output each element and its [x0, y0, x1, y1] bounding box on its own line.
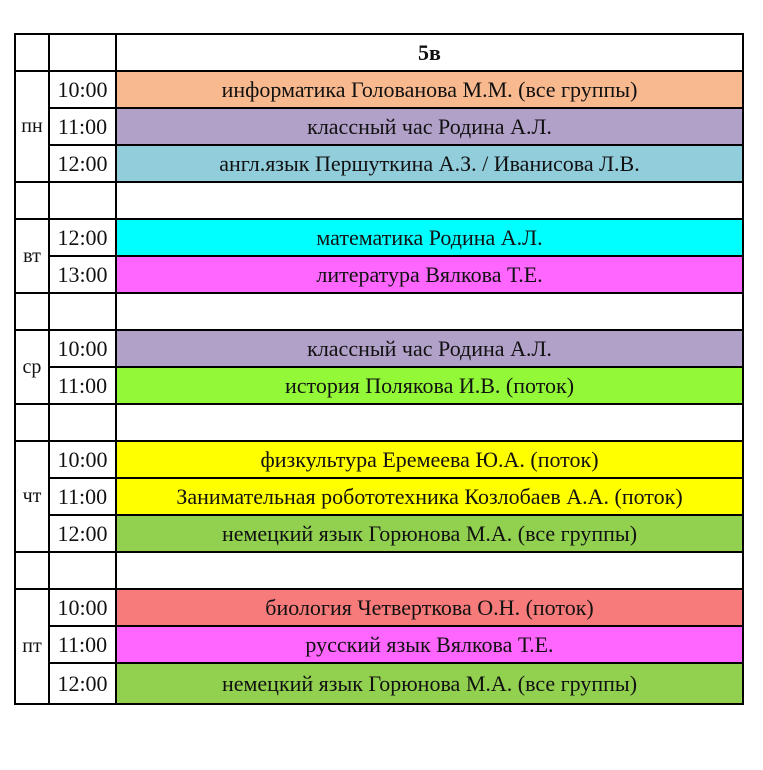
lesson-row	[15, 441, 743, 478]
lesson-subject: история Полякова И.В. (поток)	[116, 367, 743, 404]
empty-cell	[15, 182, 49, 219]
schedule-table	[14, 33, 744, 705]
header-row	[15, 34, 743, 71]
lesson-time: 12:00	[49, 663, 116, 704]
day-separator-row	[15, 552, 743, 589]
lesson-time: 12:00	[49, 515, 116, 552]
lesson-row	[15, 108, 743, 145]
lesson-time: 10:00	[49, 71, 116, 108]
lesson-subject: немецкий язык Горюнова М.А. (все группы)	[116, 663, 743, 704]
lesson-row	[15, 256, 743, 293]
lesson-row	[15, 145, 743, 182]
day-label: чт	[15, 441, 49, 552]
lesson-row	[15, 478, 743, 515]
lesson-subject: классный час Родина А.Л.	[116, 108, 743, 145]
empty-cell	[49, 293, 116, 330]
lesson-time: 13:00	[49, 256, 116, 293]
lesson-subject: классный час Родина А.Л.	[116, 330, 743, 367]
lesson-row	[15, 330, 743, 367]
empty-cell	[49, 182, 116, 219]
empty-cell	[49, 552, 116, 589]
day-separator-row	[15, 404, 743, 441]
lesson-subject: немецкий язык Горюнова М.А. (все группы)	[116, 515, 743, 552]
lesson-time: 11:00	[49, 108, 116, 145]
empty-cell	[49, 404, 116, 441]
header-time-cell	[49, 34, 116, 71]
lesson-subject: биология Четверткова О.Н. (поток)	[116, 589, 743, 626]
lesson-time: 10:00	[49, 441, 116, 478]
lesson-time: 12:00	[49, 145, 116, 182]
lesson-time: 10:00	[49, 330, 116, 367]
lesson-subject: математика Родина А.Л.	[116, 219, 743, 256]
lesson-time: 11:00	[49, 478, 116, 515]
lesson-time: 11:00	[49, 626, 116, 663]
lesson-row	[15, 219, 743, 256]
lesson-time: 10:00	[49, 589, 116, 626]
day-label: ср	[15, 330, 49, 404]
day-label: вт	[15, 219, 49, 293]
lesson-subject: англ.язык Першуткина А.З. / Иванисова Л.В.	[116, 145, 743, 182]
empty-cell	[116, 404, 743, 441]
empty-cell	[116, 552, 743, 589]
schedule-body	[15, 34, 743, 704]
empty-cell	[116, 182, 743, 219]
day-separator-row	[15, 182, 743, 219]
lesson-time: 11:00	[49, 367, 116, 404]
empty-cell	[116, 293, 743, 330]
day-separator-row	[15, 293, 743, 330]
lesson-row	[15, 71, 743, 108]
lesson-row	[15, 626, 743, 663]
lesson-subject: литература Вялкова Т.Е.	[116, 256, 743, 293]
lesson-time: 12:00	[49, 219, 116, 256]
lesson-row	[15, 367, 743, 404]
lesson-subject: Занимательная робототехника Козлобаев А.А. (поток)	[116, 478, 743, 515]
lesson-row	[15, 663, 743, 704]
empty-cell	[15, 552, 49, 589]
header-day-cell	[15, 34, 49, 71]
lesson-subject: русский язык Вялкова Т.Е.	[116, 626, 743, 663]
lesson-row	[15, 589, 743, 626]
empty-cell	[15, 404, 49, 441]
class-name-header: 5в	[116, 34, 743, 71]
day-label: пн	[15, 71, 49, 182]
lesson-subject: информатика Голованова М.М. (все группы)	[116, 71, 743, 108]
empty-cell	[15, 293, 49, 330]
lesson-row	[15, 515, 743, 552]
lesson-subject: физкультура Еремеева Ю.А. (поток)	[116, 441, 743, 478]
day-label: пт	[15, 589, 49, 704]
